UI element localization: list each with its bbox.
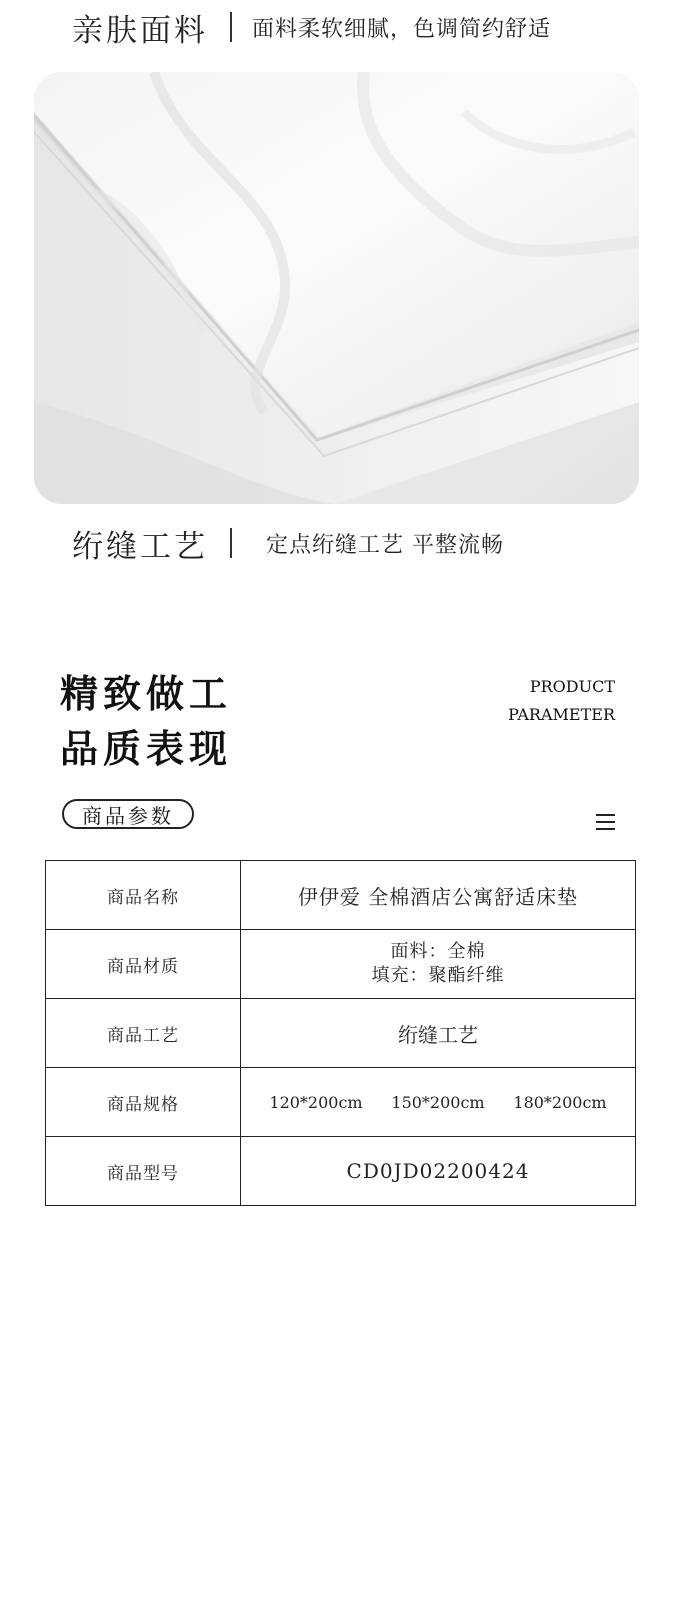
- param-value-craft: 绗缝工艺: [241, 999, 636, 1068]
- feature-heading-fabric: [72, 2, 551, 52]
- param-key: 商品材质: [46, 930, 241, 999]
- table-row: [46, 930, 636, 999]
- material-fabric: 面料：全棉: [390, 941, 486, 962]
- table-row: [46, 1137, 636, 1206]
- divider: [230, 528, 232, 558]
- size-option: 180*200cm: [513, 1092, 607, 1112]
- param-value-product-name: 伊伊爱 全棉酒店公寓舒适床垫: [241, 861, 636, 930]
- param-key: 商品名称: [46, 861, 241, 930]
- material-filling: 填充：聚酯纤维: [371, 965, 505, 986]
- table-row: [46, 861, 636, 930]
- param-value-model: CD0JD02200424: [241, 1137, 636, 1206]
- feature-title: 绗缝工艺: [72, 528, 208, 565]
- params-pill-label: 商品参数: [62, 799, 194, 829]
- param-key: 商品工艺: [46, 999, 241, 1068]
- size-option: 120*200cm: [269, 1092, 363, 1112]
- param-key: 商品型号: [46, 1137, 241, 1206]
- english-label-line2: PARAMETER: [508, 705, 615, 724]
- feature-heading-quilting: [72, 518, 504, 568]
- section-title-line1: 精致做工: [60, 671, 233, 716]
- param-value-material: [241, 930, 636, 999]
- table-row: [46, 1068, 636, 1137]
- feature-title: 亲肤面料: [72, 12, 208, 49]
- divider: [230, 12, 232, 42]
- param-value-sizes: [241, 1068, 636, 1137]
- size-option: 150*200cm: [391, 1092, 485, 1112]
- feature-description: 定点绗缝工艺 平整流畅: [266, 532, 504, 558]
- section-title-line2: 品质表现: [60, 726, 233, 771]
- product-parameter-table: [45, 860, 636, 1206]
- english-label-line1: PRODUCT: [529, 677, 615, 696]
- table-row: [46, 999, 636, 1068]
- product-photo: [34, 72, 639, 504]
- feature-description: 面料柔软细腻，色调简约舒适: [252, 16, 552, 42]
- hamburger-menu-icon: [596, 814, 615, 830]
- param-key: 商品规格: [46, 1068, 241, 1137]
